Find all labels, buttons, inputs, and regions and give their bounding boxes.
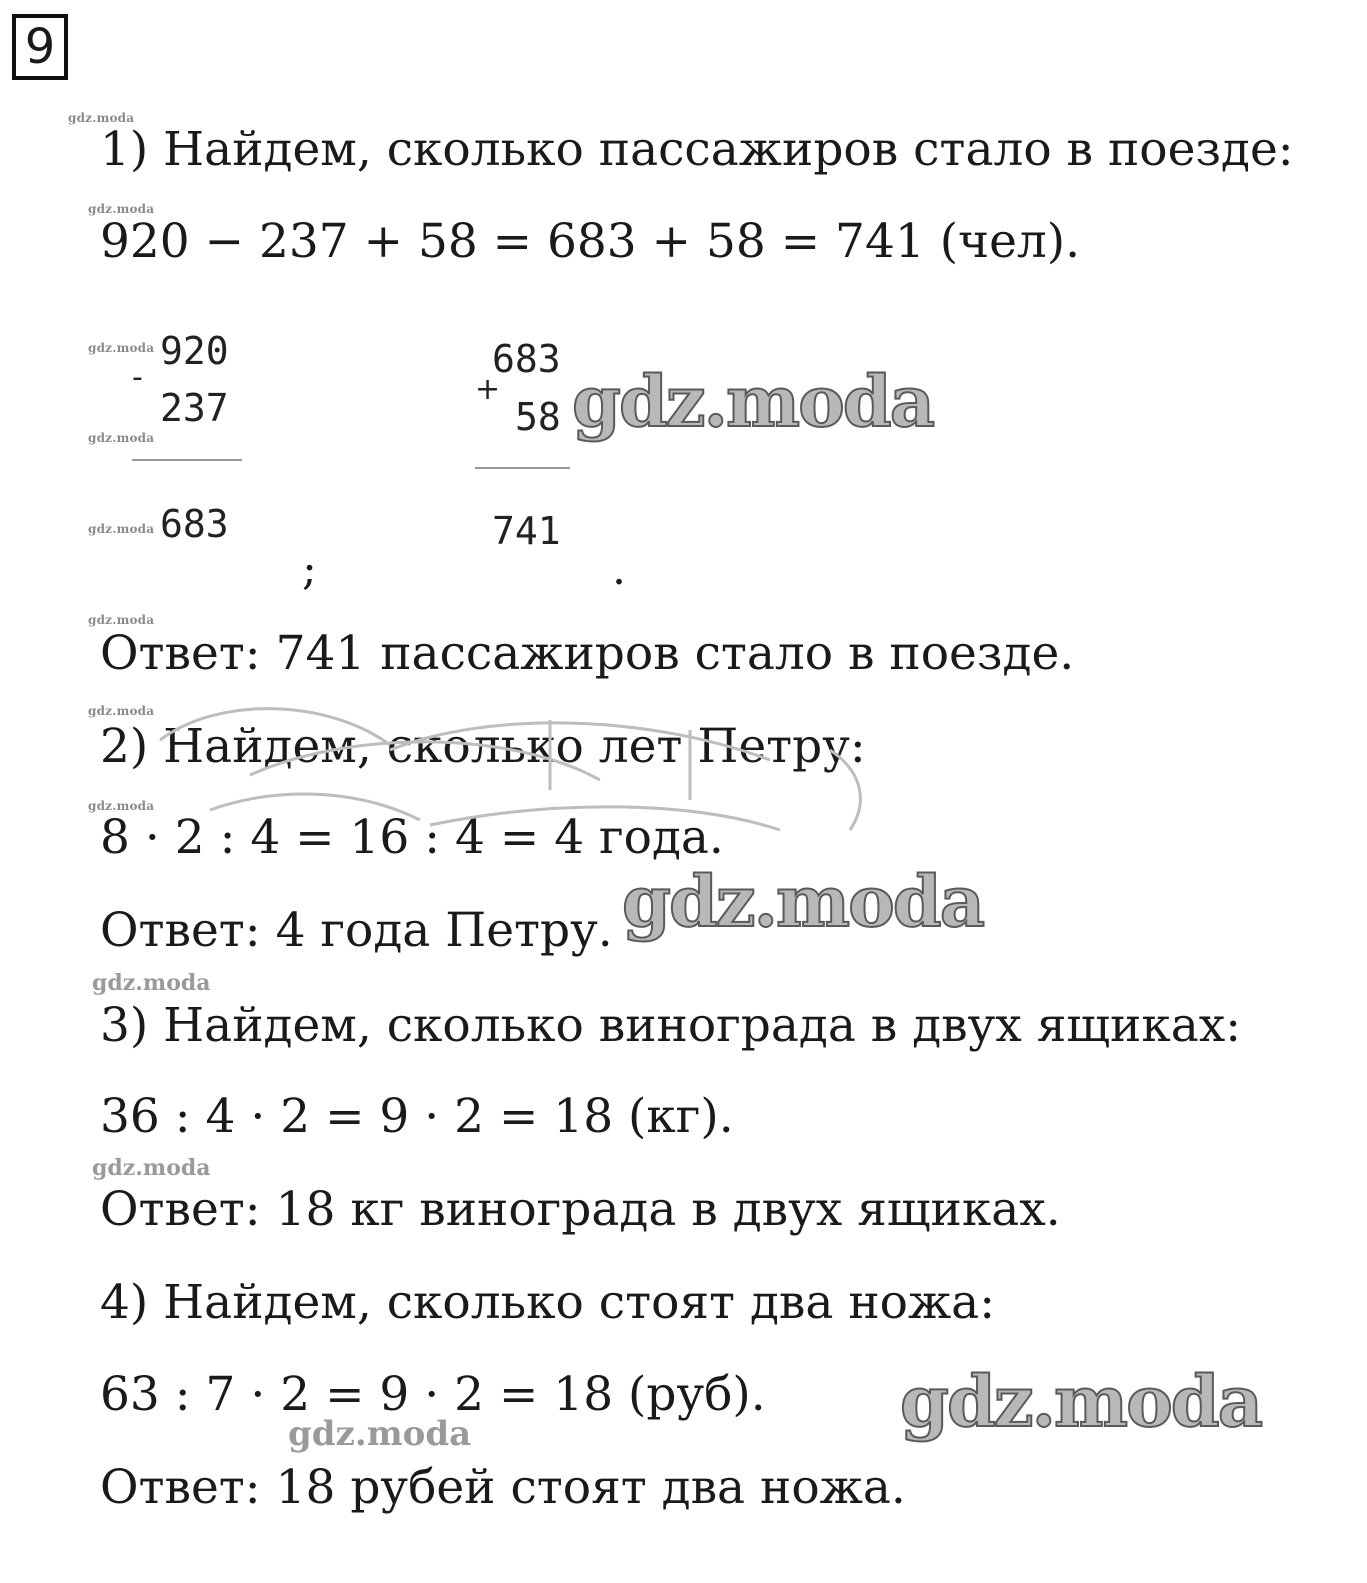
watermark-small: gdz.moda xyxy=(88,341,155,355)
section3-answer: Ответ: 18 кг винограда в двух ящиках. xyxy=(100,1182,1061,1237)
watermark-large: gdz.moda xyxy=(572,360,934,443)
column2-punct: . xyxy=(612,544,626,595)
column1-sign: - xyxy=(132,360,143,395)
section1-heading: 1) Найдем, сколько пассажиров стало в поезде: xyxy=(100,122,1294,177)
watermark-large: gdz.moda xyxy=(900,1360,1262,1443)
column1-punct: ; xyxy=(302,544,317,595)
watermark-medium: gdz.moda xyxy=(92,1155,211,1181)
watermark-small: gdz.moda xyxy=(88,704,155,718)
watermark-small: gdz.moda xyxy=(88,431,155,445)
watermark-small: gdz.moda xyxy=(88,202,155,216)
section3-heading: 3) Найдем, сколько винограда в двух ящиках: xyxy=(100,998,1242,1053)
section3-equation: 36 : 4 · 2 = 9 · 2 = 18 (кг). xyxy=(100,1089,734,1144)
section1-equation: 920 − 237 + 58 = 683 + 58 = 741 (чел). xyxy=(100,214,1081,269)
watermark-small: gdz.moda xyxy=(88,613,155,627)
watermark-large: gdz.moda xyxy=(622,860,984,943)
watermark-small: gdz.moda xyxy=(88,522,155,536)
section2-heading: 2) Найдем, сколько лет Петру: xyxy=(100,719,866,774)
watermark-small: gdz.moda xyxy=(68,111,135,125)
column1-top: 920 xyxy=(160,329,229,373)
task-number: 9 xyxy=(12,14,68,80)
watermark-small: gdz.moda xyxy=(88,799,155,813)
section2-equation: 8 · 2 : 4 = 16 : 4 = 4 года. xyxy=(100,810,724,865)
section1-answer: Ответ: 741 пассажиров стало в поезде. xyxy=(100,626,1075,681)
column2-bottom: 58 xyxy=(515,395,561,439)
column2-sign: + xyxy=(475,372,501,407)
section4-equation: 63 : 7 · 2 = 9 · 2 = 18 (руб). xyxy=(100,1367,766,1422)
column1-rule xyxy=(132,459,242,461)
watermark-medium: gdz.moda xyxy=(92,970,211,996)
column1-bottom: 237 xyxy=(160,386,229,430)
column2-rule xyxy=(475,467,570,469)
stamp-sketch xyxy=(130,690,910,860)
section4-answer: Ответ: 18 рубей стоят два ножа. xyxy=(100,1460,906,1515)
watermark-medium: gdz.moda xyxy=(288,1414,472,1454)
column1-result: 683 xyxy=(160,502,229,546)
column2-top: 683 xyxy=(492,337,561,381)
section4-heading: 4) Найдем, сколько стоят два ножа: xyxy=(100,1275,996,1330)
column2-result: 741 xyxy=(492,509,561,553)
section2-answer: Ответ: 4 года Петру. xyxy=(100,903,613,958)
